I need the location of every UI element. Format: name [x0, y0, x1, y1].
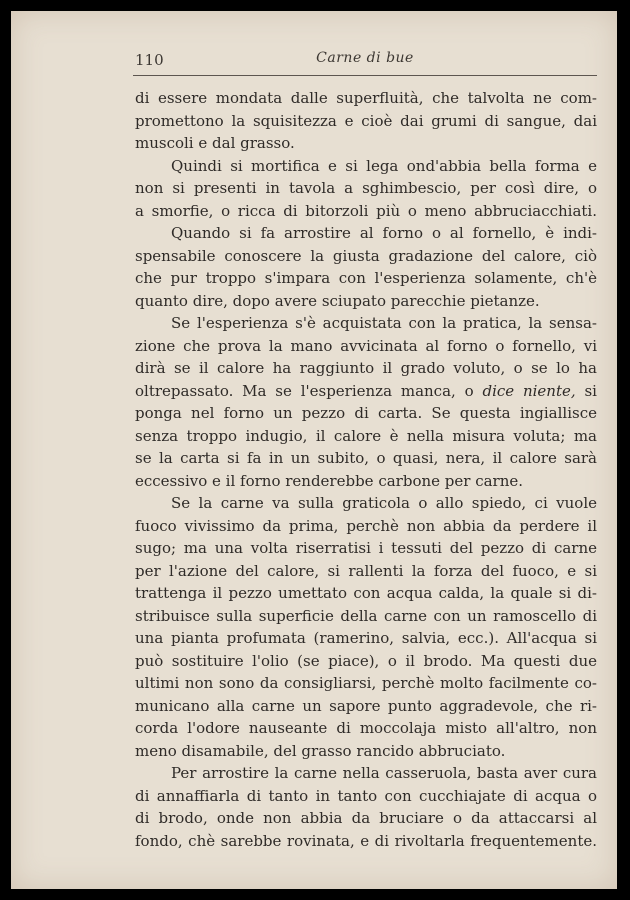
text-line: Se la carne va sulla graticola o allo spiedo, ci vuole: [171, 494, 597, 512]
text-line: meno disamabile, del grasso rancido abbruciato.: [135, 741, 506, 760]
text-line: Per arrostire la carne nella casseruola, basta aver cura: [171, 764, 597, 782]
text-line: muscoli e dal grasso.: [135, 134, 295, 152]
text-line: promettono la squisitezza e cioè dai grumi di sangue, dai: [135, 111, 597, 130]
text-line: eccessivo e il forno renderebbe carbone per carne.: [135, 471, 524, 490]
text-line: stribuisce sulla superficie della carne con un ramoscello di: [135, 606, 597, 625]
text-line: di annaffiarla di tanto in tanto con cucchiajate di acqua o: [135, 786, 597, 805]
text-line: di essere mondata dalle superfluità, che talvolta ne com-: [135, 89, 597, 107]
text-line: Se l'esperienza s'è acquistata con la pratica, la sensa-: [171, 314, 597, 332]
page-header: [133, 47, 597, 76]
text-line: zione che prova la mano avvicinata al forno o fornello, vi: [135, 336, 597, 355]
running-title: Carne di bue: [316, 50, 414, 66]
text-line: corda l'odore nauseante di moccolaja misto all'altro, non: [135, 719, 597, 737]
text-line: ultimi non sono da consigliarsi, perchè molto facilmente co-: [135, 674, 597, 692]
text-line: spensabile conoscere la giusta gradazione del calore, ciò: [135, 246, 597, 265]
text-line: trattenga il pezzo umettato con acqua calda, la quale si di-: [135, 584, 597, 602]
text-line: di brodo, onde non abbia da bruciare o da attaccarsi al: [135, 809, 597, 827]
text-line: municano alla carne un sapore punto aggradevole, che ri-: [135, 696, 597, 715]
text-line: fuoco vivissimo da prima, perchè non abbia da perdere il: [135, 516, 597, 535]
text-line: per l'azione del calore, si rallenti la forza del fuoco, e si: [135, 561, 597, 580]
text-line: quanto dire, dopo avere sciupato parecchie pietanze.: [135, 291, 540, 310]
text-line: una pianta profumata (ramerino, salvia, ecc.). All'acqua si: [135, 629, 597, 647]
text-line: Quindi si mortifica e si lega ond'abbia bella forma e: [171, 156, 597, 175]
italic-phrase: dice niente,: [482, 381, 576, 400]
text-segment: oltrepassato. Ma se l'esperienza manca, o: [135, 381, 474, 400]
text-line: che pur troppo s'impara con l'esperienza solamente, ch'è: [135, 269, 597, 287]
text-line: a smorfie, o ricca di bitorzoli più o meno abbruciacchiati.: [135, 201, 597, 220]
text-line: se la carta si fa in un subito, o quasi, nera, il calore sarà: [135, 449, 597, 467]
text-segment: si: [584, 381, 597, 400]
text-line: senza troppo indugio, il calore è nella misura voluta; ma: [135, 426, 597, 445]
text-line: sugo; ma una volta riserratisi i tessuti del pezzo di carne: [135, 539, 597, 557]
text-line: non si presenti in tavola a sghimbescio, per così dire, o: [135, 179, 597, 197]
text-line: dirà se il calore ha raggiunto il grado voluto, o se lo ha: [135, 359, 597, 377]
text-line: Quando si fa arrostire al forno o al fornello, è indi-: [171, 224, 597, 242]
text-line: fondo, chè sarebbe rovinata, e di rivoltarla frequentemente.: [135, 831, 597, 850]
body-text: [135, 87, 597, 852]
page-number: 110: [135, 51, 164, 69]
text-line: [135, 380, 597, 403]
book-page: [11, 11, 617, 889]
text-line: ponga nel forno un pezzo di carta. Se questa ingiallisce: [135, 404, 597, 422]
text-line: può sostituire l'olio (se piace), o il brodo. Ma questi due: [135, 651, 597, 670]
